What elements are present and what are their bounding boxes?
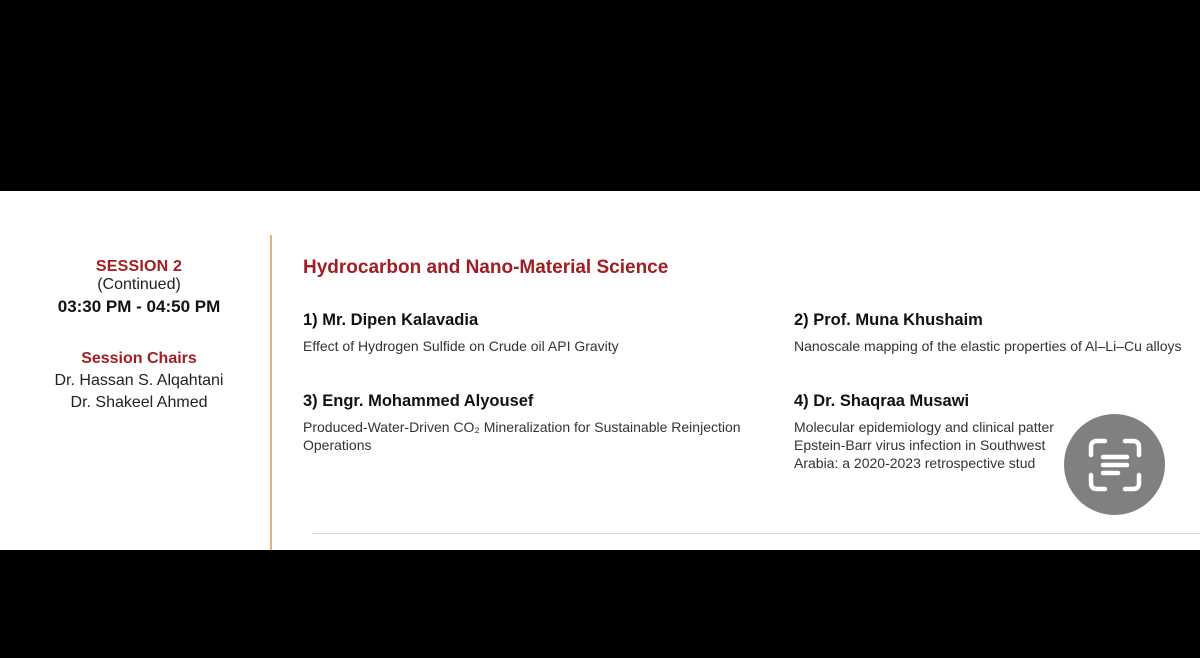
talk-title: Nanoscale mapping of the elastic properties of Al–Li–Cu alloys xyxy=(794,338,1182,354)
bottom-black-bar xyxy=(0,550,1200,658)
session-chairs-title: Session Chairs xyxy=(81,350,197,367)
horizontal-rule xyxy=(312,533,1200,534)
text-scan-icon xyxy=(1085,435,1145,495)
talk-title: Effect of Hydrogen Sulfide on Crude oil API Gravity xyxy=(303,338,619,354)
session-title: SESSION 2 xyxy=(95,258,183,275)
session-subtitle: (Continued) xyxy=(97,276,181,293)
text-scan-button[interactable] xyxy=(1064,414,1165,515)
talk-title: Produced-Water-Driven CO₂ Mineralization for Sustainable Reinjection Operations xyxy=(303,419,741,453)
session-chair-name: Dr. Hassan S. Alqahtani xyxy=(54,372,224,389)
talk-item xyxy=(794,392,1084,472)
top-black-bar xyxy=(0,0,1200,191)
schedule-slide xyxy=(0,191,1200,550)
talk-item xyxy=(794,311,1194,355)
talk-speaker: 3) Engr. Mohammed Alyousef xyxy=(303,392,534,410)
talk-speaker: 1) Mr. Dipen Kalavadia xyxy=(303,311,479,329)
track-title: Hydrocarbon and Nano-Material Science xyxy=(303,257,669,278)
vertical-divider xyxy=(270,235,272,550)
talk-title: Molecular epidemiology and clinical patter Epstein-Barr virus infection in Southwest Arabia: a 2020-2023 retrospective stud xyxy=(794,419,1054,471)
talk-item xyxy=(303,311,743,355)
session-time: 03:30 PM - 04:50 PM xyxy=(57,297,221,316)
talk-speaker: 2) Prof. Muna Khushaim xyxy=(794,311,983,329)
talk-speaker: 4) Dr. Shaqraa Musawi xyxy=(794,392,970,410)
talk-item xyxy=(303,392,743,454)
session-chair-name: Dr. Shakeel Ahmed xyxy=(70,394,208,411)
